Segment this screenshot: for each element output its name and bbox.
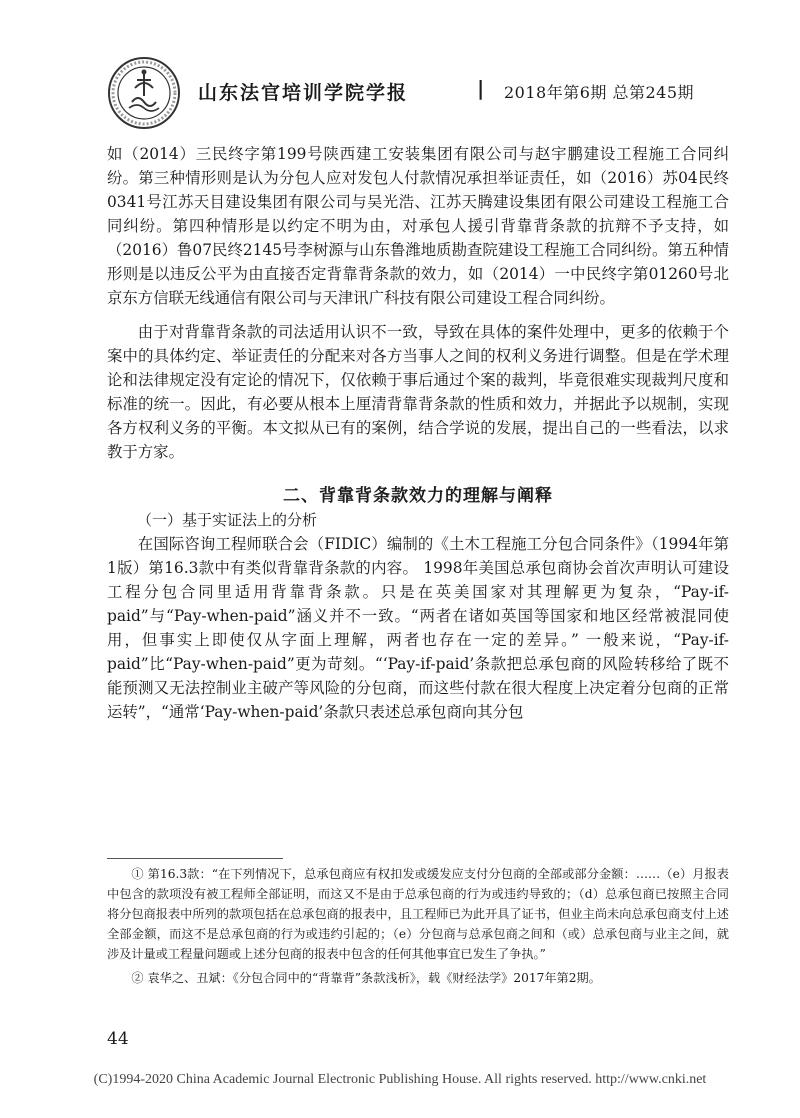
footnote-divider xyxy=(107,858,283,859)
paragraph-1: 如（2014）三民终字第199号陕西建工安装集团有限公司与赵宇鹏建设工程施工合同纠纷。第三种情形则是认为分包人应对发包人付款情况承担举证责任，如（2016）苏04民终0341号江苏天目建设集团有限公司与吴光浩、江苏天腾建设集团有限公司建设工程施工合同纠纷。第四种情形是以约定不明为由，对承包人援引背靠背条款的抗辩不予支持，如（2016）鲁07民终2145号李树源与山东鲁潍地质勘查院建设工程施工合同纠纷。第五种情形则是以违反公平为由直接否定背靠背条款的效力，如（2014）一中民终字第01260号北京东方信联无线通信有限公司与天津讯广科技有限公司建设工程合同纠纷。 xyxy=(107,145,729,307)
paragraph-3: 在国际咨询工程师联合会（FIDIC）编制的《土木工程施工分包合同条件》（1994年第1版）第16.3款中有类似背靠背条款的内容。 1998年美国总承包商协会首次声明认可建设工程分包合同里适用背靠背条款。只是在英美国家对其理解更为复杂，“Pay-if-paid”与“Pay-when-paid”涵义并不一致。“两者在诸如英国等国家和地区经常被混同使用，但事实上即使仅从字面上理解，两者也存在一定的差异。” 一般来说，“Pay-if-paid”比“Pay-when-paid”更为苛刻。“‘Pay-if-paid’条款把总承包商的风险转移给了既不能预测又无法控制业主破产等风险的分包商，而这些付款在很大程度上决定着分包商的正常运转”，“通常‘Pay-when-paid’条款只表述总承包商向其分包 xyxy=(107,535,729,721)
footnote-1: ① 第16.3款：“在下列情况下，总承包商应有权扣发或缓发应支付分包商的全部或部分金额：……（e）月报表中包含的款项没有被工程师全部证明，而这又不是由于总承包商的行为或违约导致的；（d）总承包商已按照主合同将分包商报表中所列的款项包括在总承包商的报表中，且工程师已为此开具了证书，但业主尚未向总承包商支付上述全部金额，而这不是总承包商的行为或违约引起的；（e）分包商与总承包商之间和（或）总承包商与业主之间，就涉及计量或工程量问题或上述分包商的报表中包含的任何其他事宜已发生了争执。” xyxy=(107,867,729,961)
paragraph-2: 由于对背靠背条款的司法适用认识不一致，导致在具体的案件处理中，更多的依赖于个案中的具体约定、举证责任的分配来对各方当事人之间的权利义务进行调整。但是在学术理论和法律规定没有定论的情况下，仅依赖于事后通过个案的裁判，毕竟很难实现裁判尺度和标准的统一。因此，有必要从根本上厘清背靠背条款的性质和效力，并据此予以规制，实现各方权利义务的平衡。本文拟从已有的案例，结合学说的发展，提出自己的一些看法，以求教于方家。 xyxy=(107,323,729,461)
issue-info: 2018年第6期 总第245期 xyxy=(504,83,695,102)
footnotes xyxy=(107,864,729,988)
institution-seal-icon xyxy=(107,56,181,130)
page-number: 44 xyxy=(107,1029,129,1049)
copyright-notice: (C)1994-2020 China Academic Journal Electronic Publishing House. All rights reserved. http://www.cnki.net xyxy=(93,1072,707,1087)
section-title: 二、背靠背条款效力的理解与阐释 xyxy=(283,486,553,506)
main-text xyxy=(107,142,729,724)
page-header xyxy=(107,56,707,130)
header-separator: | xyxy=(477,76,485,100)
footnote-2: ② 袁华之、丑斌：《分包合同中的“背靠背”条款浅析》，载《财经法学》2017年第2期。 xyxy=(131,971,601,985)
journal-name: 山东法官培训学院学报 xyxy=(198,82,409,104)
subsection-title: （一）基于实证法上的分析 xyxy=(137,511,318,529)
